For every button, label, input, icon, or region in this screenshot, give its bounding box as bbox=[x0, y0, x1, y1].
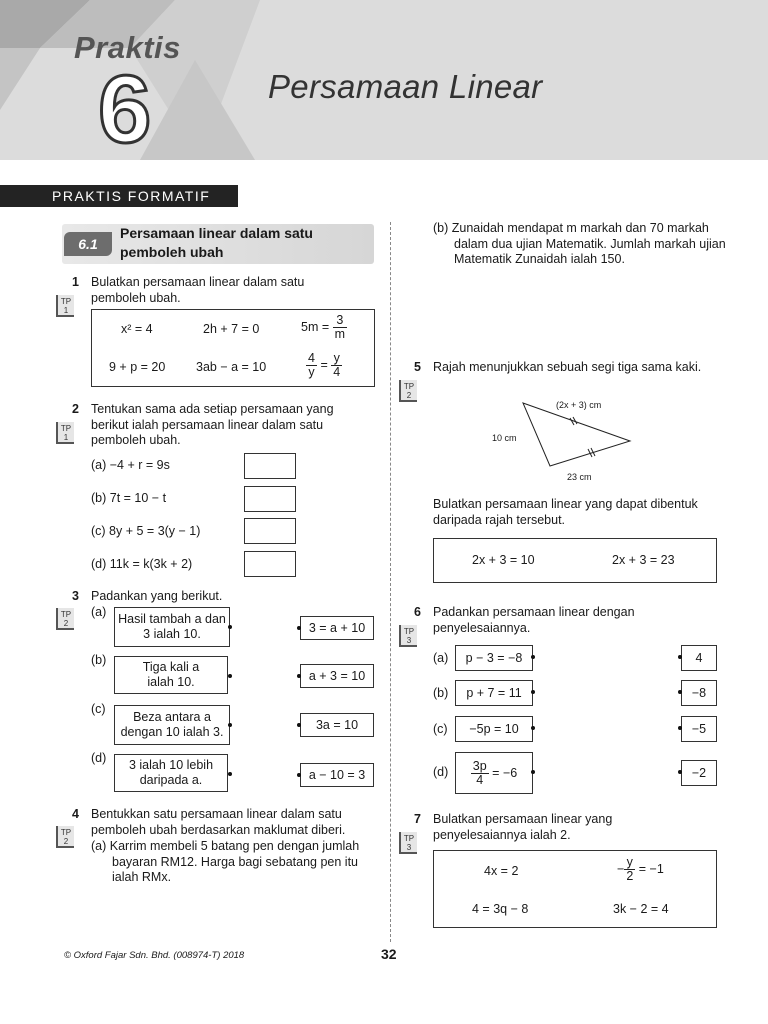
q3-dot-left-b[interactable] bbox=[228, 674, 232, 678]
q6-dot-left-b[interactable] bbox=[531, 690, 535, 694]
q7-text: Bulatkan persamaan linear yang penyelesaiannya ialah 2. bbox=[433, 812, 613, 842]
q1-number: 1 bbox=[72, 275, 79, 289]
q3-dot-left-c[interactable] bbox=[228, 723, 232, 727]
q6-dot-right-4[interactable] bbox=[678, 770, 682, 774]
q3-dot-right-3[interactable] bbox=[297, 723, 301, 727]
q3-statement-c[interactable]: Beza antara a dengan 10 ialah 3. bbox=[114, 705, 230, 745]
subtopic-number: 6.1 bbox=[64, 232, 112, 256]
q2-item-b: (b) 7t = 10 − t bbox=[91, 491, 167, 505]
q3-label-d: (d) bbox=[91, 751, 107, 765]
q1-eq-4[interactable]: 9 + p = 20 bbox=[109, 360, 166, 374]
q6-label-d: (d) bbox=[433, 765, 449, 779]
q6-dot-right-3[interactable] bbox=[678, 726, 682, 730]
q6-label-b: (b) bbox=[433, 686, 449, 700]
q6-equation-c[interactable]: −5p = 10 bbox=[455, 716, 533, 742]
q6-solution-3[interactable]: −5 bbox=[681, 716, 717, 742]
q3-dot-right-4[interactable] bbox=[297, 773, 301, 777]
column-divider bbox=[390, 222, 391, 942]
q1-eq-2[interactable]: 2h + 7 = 0 bbox=[203, 322, 260, 336]
q6-dot-left-c[interactable] bbox=[531, 726, 535, 730]
q3-tp-badge: TP 2 bbox=[56, 608, 74, 630]
q6-dot-left-d[interactable] bbox=[531, 770, 535, 774]
q6-equation-b[interactable]: p + 7 = 11 bbox=[455, 680, 533, 706]
footer-copyright: © Oxford Fajar Sdn. Bhd. (008974-T) 2018 bbox=[64, 950, 245, 961]
q5-instruction: Bulatkan persamaan linear yang dapat dibentuk daripada rajah tersebut. bbox=[433, 497, 698, 527]
q3-text: Padankan yang berikut. bbox=[91, 589, 223, 603]
q3-dot-right-1[interactable] bbox=[297, 626, 301, 630]
q2-item-d: (d) 11k = k(3k + 2) bbox=[91, 557, 193, 571]
q4-number: 4 bbox=[72, 807, 79, 821]
q5-option-1[interactable]: 2x + 3 = 10 bbox=[472, 553, 535, 567]
q6-number: 6 bbox=[414, 605, 421, 619]
q6-dot-right-2[interactable] bbox=[678, 690, 682, 694]
q6-solution-4[interactable]: −2 bbox=[681, 760, 717, 786]
isosceles-triangle-diagram bbox=[520, 400, 640, 470]
q6-equation-a[interactable]: p − 3 = −8 bbox=[455, 645, 533, 671]
q6-dot-left-a[interactable] bbox=[531, 655, 535, 659]
q3-dot-left-a[interactable] bbox=[228, 625, 232, 629]
q6-label-a: (a) bbox=[433, 651, 449, 665]
q3-label-b: (b) bbox=[91, 653, 107, 667]
q3-equation-3[interactable]: 3a = 10 bbox=[300, 713, 374, 737]
q7-tp-badge: TP 3 bbox=[399, 832, 417, 854]
q3-number: 3 bbox=[72, 589, 79, 603]
q4-tp-badge: TP 2 bbox=[56, 826, 74, 848]
q7-option-1[interactable]: 4x = 2 bbox=[484, 864, 519, 878]
q6-label-c: (c) bbox=[433, 722, 448, 736]
q5-text: Rajah menunjukkan sebuah segi tiga sama kaki. bbox=[433, 360, 702, 374]
q5-side-left-label: 10 cm bbox=[492, 433, 517, 443]
q6-text: Padankan persamaan linear dengan penyelesaiannya. bbox=[433, 605, 635, 635]
q6-tp-badge: TP 3 bbox=[399, 625, 417, 647]
q2-answer-box-c[interactable] bbox=[244, 518, 296, 544]
q4-part-a: (a) Karrim membeli 5 batang pen dengan jumlah bayaran RM12. Harga bagi sebatang pen itu ialah RMx. bbox=[91, 839, 360, 884]
q7-option-4[interactable]: 3k − 2 = 4 bbox=[613, 902, 669, 916]
q6-equation-d[interactable]: $\frac{3p}{4}$ = −6 bbox=[455, 752, 533, 794]
q2-answer-box-b[interactable] bbox=[244, 486, 296, 512]
q1-eq-3[interactable]: 5m = $\frac{3}{m}$ bbox=[301, 313, 346, 341]
q2-tp-badge: TP 1 bbox=[56, 422, 74, 444]
q5-side-bottom-label: 23 cm bbox=[567, 472, 592, 482]
q6-dot-right-1[interactable] bbox=[678, 655, 682, 659]
q1-text: Bulatkan persamaan linear dalam satu pemboleh ubah. bbox=[91, 275, 305, 305]
q1-eq-6[interactable]: $\frac{4}{y}$ = $\frac{y}{4}$ bbox=[308, 351, 341, 379]
q5-number: 5 bbox=[414, 360, 421, 374]
q2-text: Tentukan sama ada setiap persamaan yang berikut ialah persamaan linear dalam satu pemboleh ubah. bbox=[91, 402, 334, 447]
q7-options-box bbox=[433, 850, 717, 928]
chapter-title: Persamaan Linear bbox=[268, 68, 543, 105]
q2-number: 2 bbox=[72, 402, 79, 416]
q1-eq-1[interactable]: x² = 4 bbox=[121, 322, 153, 336]
praktis-label: Praktis bbox=[74, 30, 181, 65]
q3-label-a: (a) bbox=[91, 605, 107, 619]
q2-answer-box-a[interactable] bbox=[244, 453, 296, 479]
q3-equation-2[interactable]: a + 3 = 10 bbox=[300, 664, 374, 688]
q7-option-3[interactable]: 4 = 3q − 8 bbox=[472, 902, 529, 916]
section-banner: PRAKTIS FORMATIF bbox=[0, 185, 238, 207]
praktis-number: 6 bbox=[98, 56, 152, 163]
q1-eq-5[interactable]: 3ab − a = 10 bbox=[196, 360, 267, 374]
page-number: 32 bbox=[381, 946, 397, 962]
q5-side-top-label: (2x + 3) cm bbox=[556, 400, 602, 410]
q2-item-a: (a) −4 + r = 9s bbox=[91, 458, 170, 472]
q3-statement-b[interactable]: Tiga kali a ialah 10. bbox=[114, 656, 228, 694]
q7-number: 7 bbox=[414, 812, 421, 826]
q3-statement-d[interactable]: 3 ialah 10 lebih daripada a. bbox=[114, 754, 228, 792]
q5-tp-badge: TP 2 bbox=[399, 380, 417, 402]
subtopic-title: Persamaan linear dalam satu pemboleh ubah bbox=[120, 225, 313, 260]
q3-dot-left-d[interactable] bbox=[228, 772, 232, 776]
q3-label-c: (c) bbox=[91, 702, 106, 716]
q5-option-2[interactable]: 2x + 3 = 23 bbox=[612, 553, 675, 567]
q4-text: Bentukkan satu persamaan linear dalam satu pemboleh ubah berdasarkan maklumat diberi. bbox=[91, 807, 346, 837]
q6-solution-2[interactable]: −8 bbox=[681, 680, 717, 706]
q3-statement-a[interactable]: Hasil tambah a dan 3 ialah 10. bbox=[114, 607, 230, 647]
q7-option-2[interactable]: − $\frac{y}{2}$ = −1 bbox=[617, 855, 664, 883]
q6-solution-1[interactable]: 4 bbox=[681, 645, 717, 671]
q3-equation-1[interactable]: 3 = a + 10 bbox=[300, 616, 374, 640]
q3-dot-right-2[interactable] bbox=[297, 674, 301, 678]
q1-tp-badge: TP 1 bbox=[56, 295, 74, 317]
q2-answer-box-d[interactable] bbox=[244, 551, 296, 577]
q4-part-b: (b) Zunaidah mendapat m markah dan 70 markah dalam dua ujian Matematik. Jumlah markah ujian Matematik Zunaidah ialah 150. bbox=[433, 221, 726, 266]
q2-item-c: (c) 8y + 5 = 3(y − 1) bbox=[91, 524, 201, 538]
q3-equation-4[interactable]: a − 10 = 3 bbox=[300, 763, 374, 787]
